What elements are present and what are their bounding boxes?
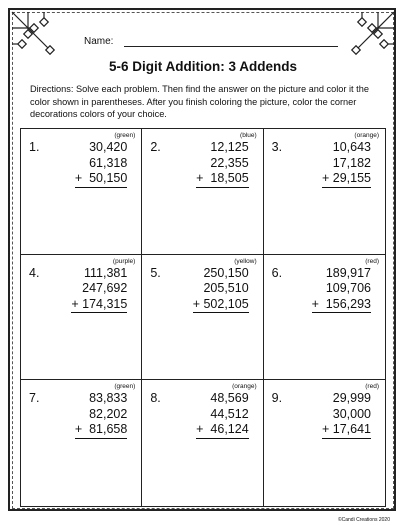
problem-cell: [21, 380, 142, 506]
problem-number: 9.: [271, 391, 283, 406]
problem-cell: [264, 129, 385, 255]
problem-number: 4.: [29, 265, 40, 280]
color-label: (red): [365, 257, 379, 265]
addends: [196, 140, 248, 188]
addend: 111,381: [83, 265, 128, 280]
color-label: (orange): [354, 132, 379, 139]
addend: 250,150: [203, 265, 249, 280]
addend: 83,833: [89, 391, 128, 406]
addend: 30,420: [89, 140, 128, 154]
addend: 61,318: [89, 155, 128, 170]
addend: 205,510: [203, 281, 249, 296]
addend: 29,999: [332, 391, 371, 406]
page-title: 5-6 Digit Addition: 3 Addends: [109, 59, 297, 74]
problem-cell: [21, 255, 142, 381]
addends: [71, 266, 127, 314]
problem-number: 3.: [271, 140, 283, 154]
problem-number: 5.: [150, 265, 161, 280]
addend: 30,000: [332, 406, 371, 421]
name-field[interactable]: [124, 37, 338, 47]
addend-last: + 502,105: [193, 297, 249, 314]
color-label: (blue): [240, 132, 257, 139]
addend-last: + 81,658: [75, 422, 127, 439]
addend: 82,202: [89, 406, 128, 421]
addends: [322, 140, 371, 188]
addend-last: + 46,124: [196, 422, 248, 439]
addends: [193, 266, 249, 314]
addend: 17,182: [332, 155, 371, 170]
problem-cell: [142, 255, 263, 381]
addends: [322, 391, 371, 439]
color-label: (green): [114, 383, 136, 391]
problem-cell: [264, 255, 385, 381]
problem-cell: [142, 129, 263, 255]
color-label: (orange): [232, 383, 257, 391]
addend-last: + 18,505: [196, 171, 248, 188]
name-label: Name:: [84, 36, 114, 47]
addend: 44,512: [210, 406, 249, 421]
problem-number: 8.: [150, 391, 161, 406]
addend: 189,917: [325, 265, 371, 280]
addend: 22,355: [210, 155, 249, 170]
addend-last: + 17,641: [322, 422, 371, 439]
problem-number: 7.: [29, 391, 40, 406]
problem-cell: [142, 380, 263, 506]
addends: [196, 391, 248, 439]
corner-snowflake-icon: [348, 10, 396, 58]
color-label: (yellow): [234, 257, 257, 265]
corner-snowflake-icon: [10, 10, 58, 58]
addend: 10,643: [332, 140, 371, 154]
addends: [75, 140, 127, 188]
name-row: [84, 36, 338, 47]
color-label: (purple): [112, 257, 136, 265]
problem-number: 2.: [150, 140, 161, 154]
addend-last: + 156,293: [312, 297, 371, 314]
problem-number: 1.: [29, 140, 40, 154]
problem-grid: [20, 128, 386, 507]
directions-text: Directions: Solve each problem. Then find the answer on the picture and color it the color shown in parentheses. After you finish coloring the picture, color the corner decorations colors of your choice.: [30, 84, 369, 119]
color-label: (green): [114, 132, 136, 139]
problem-number: 6.: [271, 265, 283, 280]
addend: 109,706: [325, 281, 371, 296]
addends: [75, 391, 127, 439]
problem-cell: [21, 129, 142, 255]
color-label: (red): [365, 383, 379, 391]
copyright-footer: ©Candi Creations 2020: [337, 517, 390, 523]
addend-last: + 174,315: [71, 297, 127, 314]
addend-last: + 29,155: [322, 171, 371, 188]
addends: [312, 266, 371, 314]
addend: 12,125: [210, 140, 249, 154]
problem-cell: [264, 380, 385, 506]
addend: 48,569: [210, 391, 249, 406]
addend-last: + 50,150: [75, 171, 127, 188]
addend: 247,692: [82, 281, 128, 296]
